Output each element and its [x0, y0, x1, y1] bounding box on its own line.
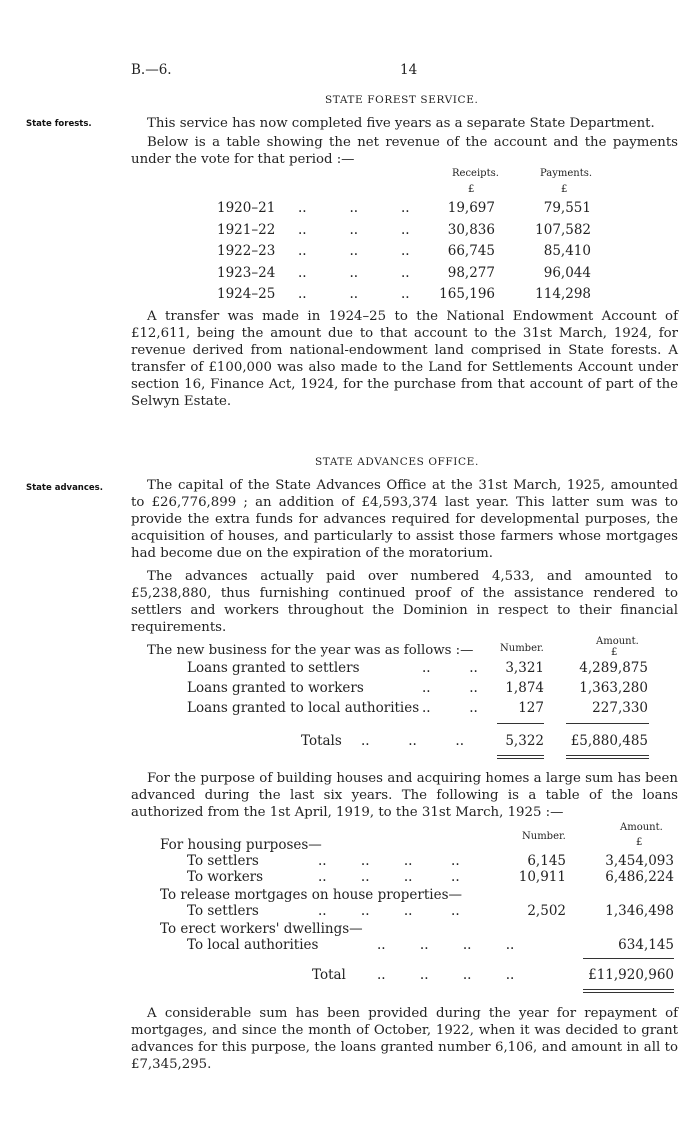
business-row-number: 127 [518, 700, 544, 716]
erect-group-label: To erect workers' dwellings— [160, 921, 363, 937]
forest-intro [131, 115, 678, 168]
housing-workers-label: To workers [187, 869, 264, 885]
business-totals-label: Totals [301, 733, 342, 749]
release-settlers-amount: 1,346,498 [605, 903, 674, 919]
advances-paragraph-3: The new business for the year was as follows :— [147, 643, 474, 658]
housing-col-amount: Amount. [620, 822, 663, 833]
business-row-label: Loans granted to settlers [187, 660, 360, 676]
advances-paragraph-2: The advances actually paid over numbered 4,533, and amounted to £5,238,880, thus furnishing continued proof of the assistance rendered to settlers and workers throughout the Dominion in respect to their financial requirements. [131, 569, 678, 635]
housing-unit: £ [636, 837, 643, 848]
advances-paragraph-1: The capital of the State Advances Office at the 31st March, 1925, amounted to £26,776,899 ; an addition of £4,593,374 last year. This latter sum was to provide the extra funds for advances required for developmental purposes, the acquisition of houses, and particularly to assist those farmers whose mortgages had become due on the expiration of the moratorium. [131, 478, 678, 561]
leader-dots: .. .. .. [298, 221, 410, 238]
business-row-amount: 1,363,280 [579, 680, 648, 696]
leader-dots: .. .. .. [298, 243, 410, 259]
forest-row-payments: 114,298 [535, 286, 591, 302]
double-rule [566, 755, 649, 756]
forest-row-year: 1921–22 [217, 221, 276, 238]
forest-paragraph-1: This service has now completed five years as a separate State Department. [147, 116, 655, 131]
leader-dots: .. .. .. [298, 286, 410, 302]
housing-group-label: For housing purposes— [160, 837, 322, 853]
double-rule [583, 992, 674, 993]
housing-workers-number: 10,911 [518, 869, 566, 885]
forest-row-receipts: 98,277 [447, 264, 495, 281]
leader-dots: .. .. .. .. [377, 967, 515, 983]
rule [583, 958, 674, 959]
forest-row-year: 1920–21 [217, 200, 276, 216]
forest-row-receipts: 165,196 [439, 286, 495, 302]
forest-row-receipts: 66,745 [447, 243, 495, 259]
erect-local-amount: 634,145 [618, 937, 674, 953]
forest-row-payments: 85,410 [543, 243, 591, 259]
business-col-number: Number. [500, 643, 544, 654]
forest-col-receipts: Receipts. [452, 168, 499, 179]
section-heading-forest: STATE FOREST SERVICE. [325, 94, 479, 106]
housing-total-amount: £11,920,960 [588, 967, 674, 983]
business-unit: £ [611, 647, 618, 658]
release-settlers-label: To settlers [187, 903, 259, 919]
housing-intro-block [131, 770, 678, 821]
forest-paragraph-2: Below is a table showing the net revenue of the account and the payments under the vote for that period :— [131, 135, 678, 167]
leader-dots: .. .. [422, 680, 478, 696]
forest-row-payments: 79,551 [543, 200, 591, 216]
business-totals-number: 5,322 [505, 733, 544, 749]
release-group-label: To release mortgages on house properties— [160, 887, 463, 903]
advances-paragraph-4: For the purpose of building houses and acquiring homes a large sum has been advanced during the last six years. The following is a table of the loans authorized from the 1st April, 1919, to the 31st March, 1925 :— [131, 771, 678, 820]
leader-dots: .. .. .. [361, 733, 464, 749]
leader-dots: .. .. [422, 700, 478, 716]
business-row-amount: 227,330 [592, 700, 648, 716]
release-settlers-number: 2,502 [527, 903, 566, 919]
double-rule [566, 758, 649, 759]
leader-dots: .. .. .. .. [377, 937, 515, 953]
rule [566, 723, 649, 724]
housing-total-label: Total [312, 967, 346, 983]
housing-settlers-number: 6,145 [527, 853, 566, 869]
advances-paragraph-5: A considerable sum has been provided during the year for repayment of mortgages, and since the month of October, 1922, when it was decided to grant advances for this purpose, the loans granted number 6,106, and amount in all to £7,345,295. [131, 1006, 678, 1072]
leader-dots: .. .. .. .. [318, 853, 460, 869]
housing-settlers-label: To settlers [187, 853, 259, 869]
side-note-forest: State forests. [26, 119, 92, 129]
forest-row-year: 1923–24 [217, 264, 276, 281]
forest-row-year: 1922–23 [217, 243, 276, 259]
forest-unit-receipts: £ [468, 184, 475, 195]
double-rule [497, 755, 544, 756]
business-row-number: 1,874 [505, 680, 544, 696]
leader-dots: .. .. [422, 660, 478, 676]
forest-paragraph-3: A transfer was made in 1924–25 to the National Endowment Account of £12,611, being the amount due to that account to the 31st March, 1924, for revenue derived from national-endowment land comprised in State forests. A transfer of £100,000 was also made to the Land for Settlements Account under section 16, Finance Act, 1924, for the purchase from that account of part of the Selwyn Estate. [131, 309, 678, 409]
housing-settlers-amount: 3,454,093 [605, 853, 674, 869]
housing-col-number: Number. [522, 831, 566, 842]
business-row-label: Loans granted to workers [187, 680, 364, 696]
business-row-label: Loans granted to local authorities [187, 700, 420, 716]
leader-dots: .. .. .. [298, 264, 410, 281]
forest-row-payments: 107,582 [535, 221, 591, 238]
leader-dots: .. .. .. .. [318, 869, 460, 885]
forest-row-receipts: 19,697 [447, 200, 495, 216]
section-heading-advances: STATE ADVANCES OFFICE. [315, 456, 479, 468]
forest-row-year: 1924–25 [217, 286, 276, 302]
forest-unit-payments: £ [561, 184, 568, 195]
advances-intro [131, 477, 678, 659]
business-col-amount: Amount. [596, 636, 639, 647]
double-rule [497, 758, 544, 759]
forest-col-payments: Payments. [540, 168, 593, 179]
forest-row-receipts: 30,836 [447, 221, 495, 238]
business-totals-amount: £5,880,485 [570, 733, 648, 749]
business-row-number: 3,321 [505, 660, 544, 676]
leader-dots: .. .. .. .. [318, 903, 460, 919]
leader-dots: .. .. .. [298, 200, 410, 216]
forest-row-payments: 96,044 [543, 264, 591, 281]
housing-workers-amount: 6,486,224 [605, 869, 674, 885]
rule [497, 723, 544, 724]
side-note-advances: State advances. [26, 483, 103, 493]
business-row-amount: 4,289,875 [579, 660, 648, 676]
forest-transfer-block [131, 308, 678, 410]
repayment-block [131, 1005, 678, 1073]
erect-local-label: To local authorities [187, 937, 319, 953]
page-number: 14 [400, 62, 418, 78]
page-reference: B.—6. [131, 62, 172, 78]
double-rule [583, 989, 674, 990]
